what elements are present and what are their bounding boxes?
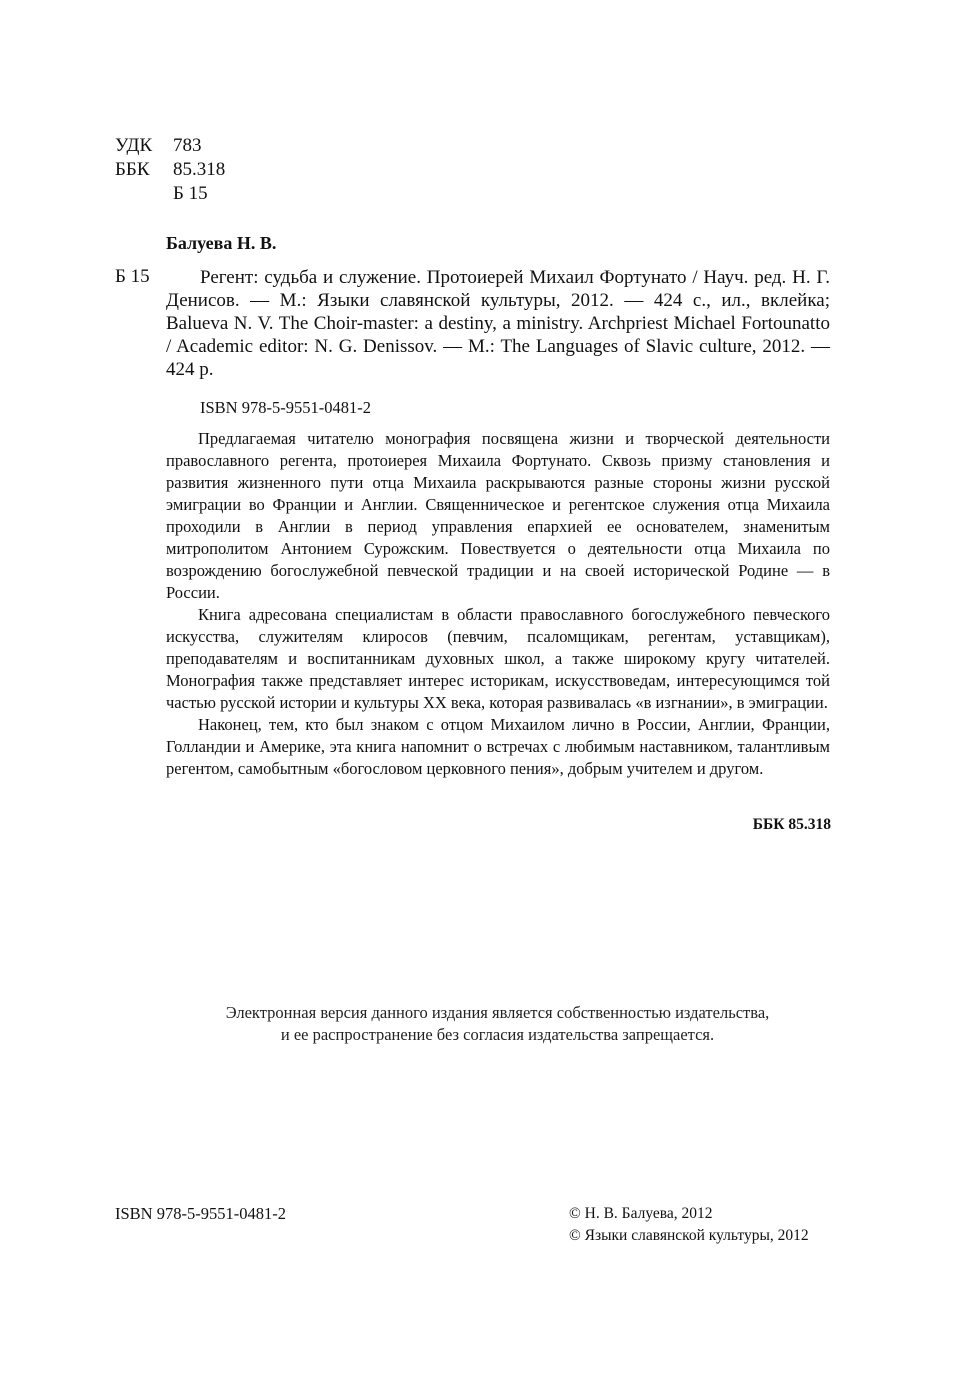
annotation-paragraph: Наконец, тем, кто был знаком с отцом Михаилом лично в России, Англии, Франции, Голландии и Америке, эта книга напомнит о встречах с любимым наставником, талантливым регентом, самобытным «богословом церковного пения», добрым учителем и другом. (166, 715, 830, 778)
udk-row (115, 134, 225, 158)
author-heading: Балуева Н. В. (166, 233, 277, 253)
udk-value: 783 (173, 135, 202, 156)
electronic-version-notice (150, 1002, 845, 1046)
entry-isbn: ISBN 978-5-9551-0481-2 (200, 398, 371, 417)
copyright-publisher: © Языки славянской культуры, 2012 (569, 1227, 809, 1244)
bbk-row (115, 158, 225, 182)
author-sign-row (115, 182, 225, 206)
copyright-block (569, 1203, 809, 1247)
annotation (166, 428, 830, 780)
annotation-bbk: ББК 85.318 (752, 816, 831, 833)
copyright-author: © Н. В. Балуева, 2012 (569, 1205, 713, 1222)
footer-isbn: ISBN 978-5-9551-0481-2 (115, 1204, 286, 1223)
author-sign: Б 15 (173, 183, 208, 204)
annotation-paragraph: Книга адресована специалистам в области православного богослужебного певческого искусства, служителям клиросов (певчим, псаломщикам, регентам, уставщикам), преподавателям и воспитанникам духовных школ, а также широкому кругу читателей. Монография также представляет интерес историкам, искусствоведам, интересующимся той частью русской истории и культуры XX века, которая развивалась «в изгнании», в эмиграции. (166, 605, 830, 712)
notice-line-1: Электронная версия данного издания является собственностью издательства, (225, 1003, 770, 1022)
entry-code: Б 15 (115, 266, 150, 287)
classification-block (115, 134, 225, 206)
bibliographic-entry: Регент: судьба и служение. Протоиерей Михаил Фортунато / Науч. ред. Н. Г. Денисов. — М.: Языки славянской культуры, 2012. — 424 с., ил., вклейка; Balueva N. V. The Choir-master: a destiny, a ministry. Archpriest Michael Fortounatto / Academic editor: N. G. Denissov. — M.: The Languages of Slavic culture, 2012. — 424 p. (166, 267, 830, 380)
bbk-label: ББК (115, 159, 150, 180)
bbk-value: 85.318 (173, 159, 226, 180)
annotation-paragraph: Предлагаемая читателю монография посвящена жизни и творческой деятельности православного регента, протоиерея Михаила Фортунато. Сквозь призму становления и развития жизненного пути отца Михаила раскрываются разные стороны жизни русской эмиграции во Франции и Англии. Священническое и регентское служения отца Михаила проходили в Англии в период управления епархией ее основателем, знаменитым митрополитом Антонием Сурожским. Повествуется о деятельности отца Михаила по возрождению богослужебной певческой традиции и на своей исторической Родине — в России. (166, 429, 830, 602)
notice-line-2: и ее распространение без согласия издательства запрещается. (280, 1025, 715, 1044)
udk-label: УДК (115, 135, 153, 156)
